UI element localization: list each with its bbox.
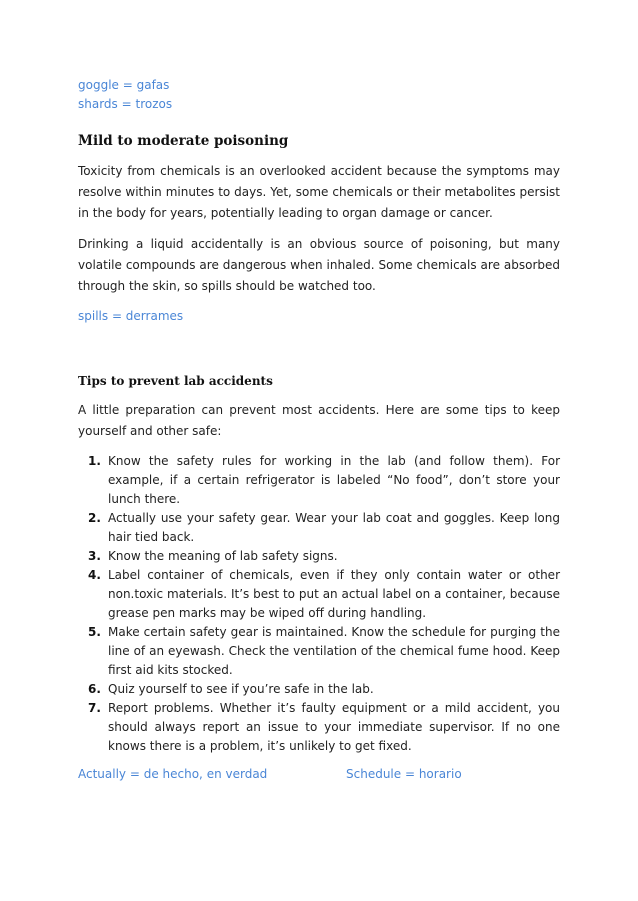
- list-number: 2.: [88, 511, 101, 525]
- section-title-poisoning: Mild to moderate poisoning: [78, 133, 289, 149]
- glossary-item: goggle = gafas: [78, 78, 170, 92]
- list-item: [78, 452, 560, 509]
- glossary-item-schedule: Schedule = horario: [346, 767, 462, 781]
- poisoning-paragraph-1: Toxicity from chemicals is an overlooked accident because the symptoms may resolve within minutes to days. Yet, some chemicals or their metabolites persist in the body for years, potentially leading to organ damage or cancer.: [78, 164, 560, 220]
- list-item: [78, 547, 560, 566]
- bottom-glossary-row: [78, 765, 560, 784]
- list-item: [78, 509, 560, 547]
- list-item-text: Make certain safety gear is maintained. Know the schedule for purging the line of an eyewash. Check the ventilation of the chemical fume hood. Keep first aid kits stocked.: [108, 625, 560, 677]
- glossary-item-spills: spills = derrames: [78, 309, 184, 323]
- glossary-item-actually: Actually = de hecho, en verdad: [78, 767, 268, 781]
- poisoning-paragraph-2: Drinking a liquid accidentally is an obvious source of poisoning, but many volatile compounds are dangerous when inhaled. Some chemicals are absorbed through the skin, so spills should be watched too.: [78, 237, 560, 293]
- glossary-item: shards = trozos: [78, 97, 173, 111]
- list-number: 3.: [88, 549, 101, 563]
- document-page: [78, 0, 560, 784]
- list-item: [78, 566, 560, 623]
- list-item: [78, 680, 560, 699]
- list-item-text: Know the meaning of lab safety signs.: [108, 549, 338, 563]
- list-number: 5.: [88, 625, 101, 639]
- list-item-text: Know the safety rules for working in the lab (and follow them). For example, if a certain refrigerator is labeled “No food”, don’t store your lunch there.: [108, 454, 560, 506]
- section-title-tips: Tips to prevent lab accidents: [78, 374, 273, 388]
- list-number: 1.: [88, 454, 101, 468]
- top-spacer: [78, 0, 560, 76]
- list-number: 4.: [88, 568, 101, 582]
- list-item-text: Quiz yourself to see if you’re safe in the lab.: [108, 682, 374, 696]
- tips-intro: A little preparation can prevent most accidents. Here are some tips to keep yourself and other safe:: [78, 403, 560, 438]
- list-item-text: Report problems. Whether it’s faulty equipment or a mild accident, you should always report an issue to your immediate supervisor. If no one knows there is a problem, it’s unlikely to get fixed.: [108, 701, 560, 753]
- list-item: [78, 623, 560, 680]
- list-item: [78, 699, 560, 756]
- list-number: 7.: [88, 701, 101, 715]
- list-item-text: Actually use your safety gear. Wear your lab coat and goggles. Keep long hair tied back.: [108, 511, 560, 544]
- tips-list: [78, 452, 560, 756]
- list-number: 6.: [88, 682, 101, 696]
- list-item-text: Label container of chemicals, even if they only contain water or other non.toxic materials. It’s best to put an actual label on a container, because grease pen marks may be wiped off during handling.: [108, 568, 560, 620]
